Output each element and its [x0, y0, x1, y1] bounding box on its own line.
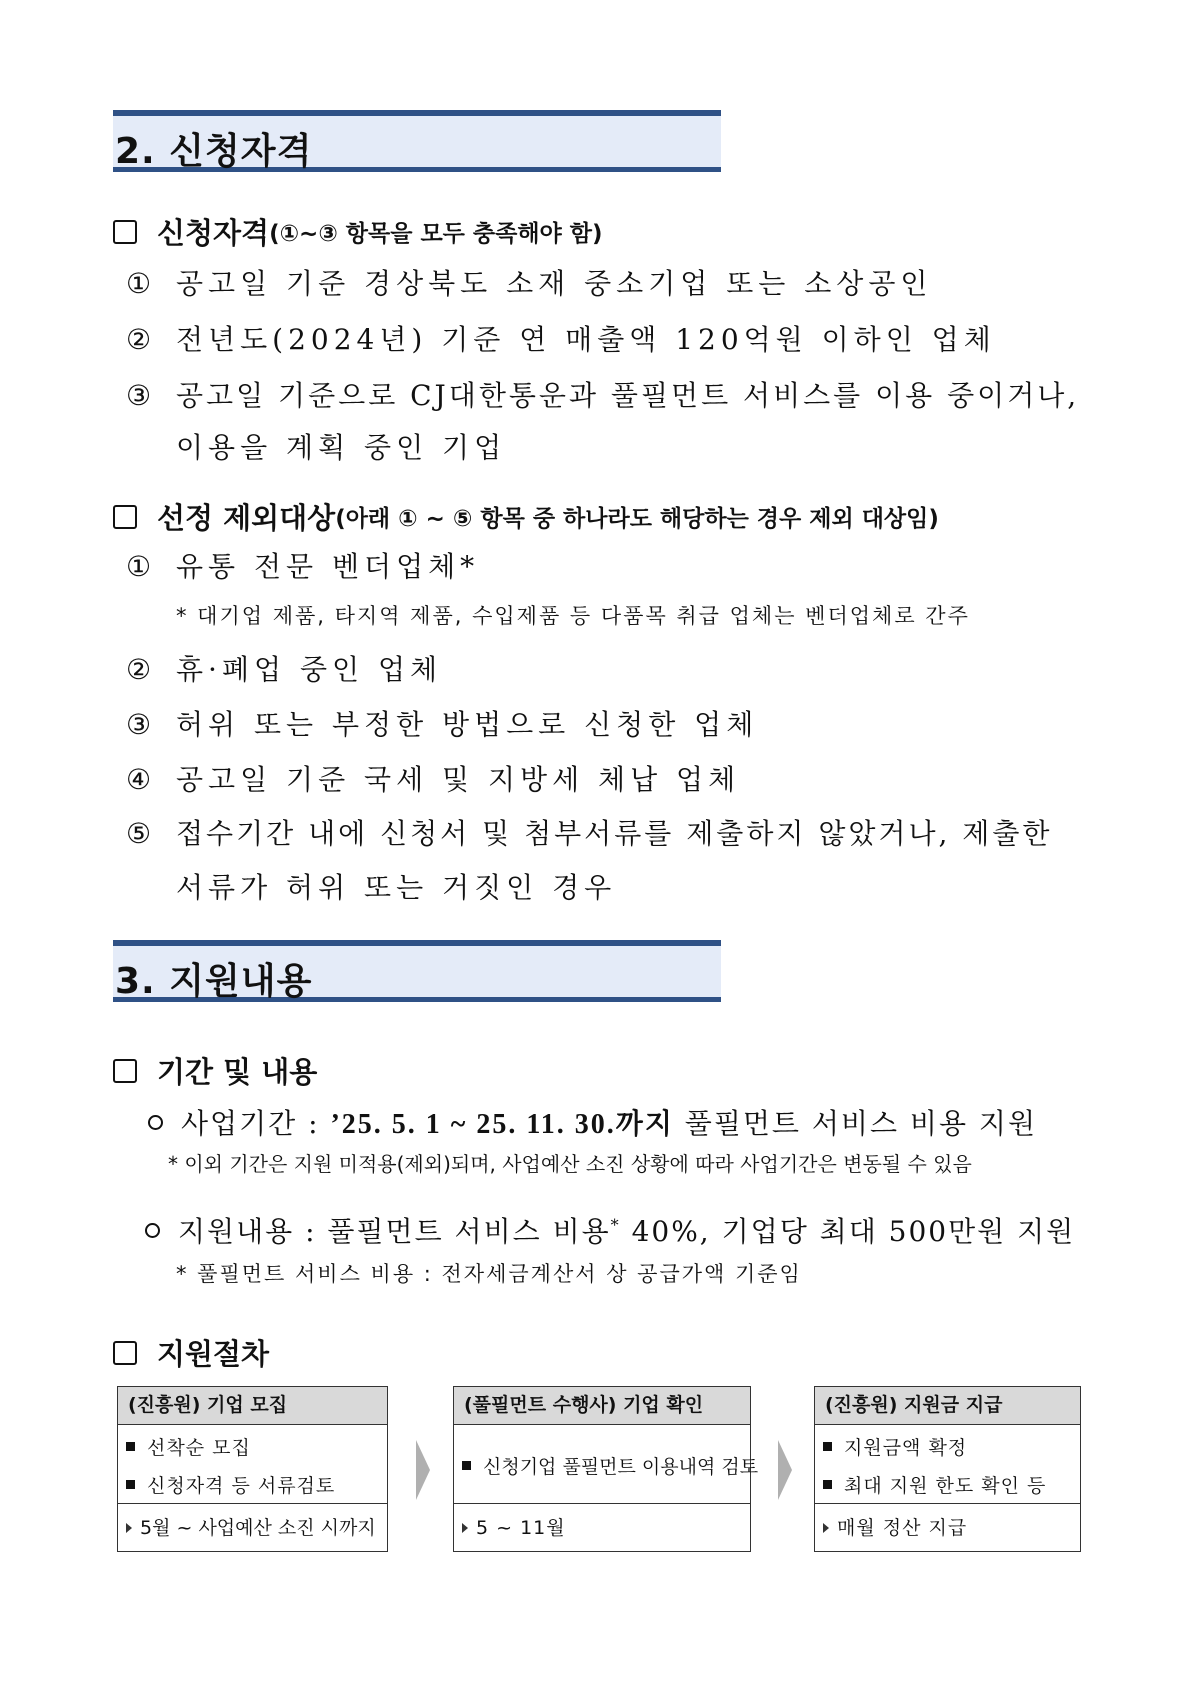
step-body	[815, 1425, 1080, 1504]
exclusion-item	[126, 648, 442, 688]
item-number: ③	[126, 379, 152, 412]
item-text: 40%, 기업당 최대 500만원 지원	[620, 1215, 1076, 1248]
checkbox-icon	[113, 505, 137, 529]
exclusion-item-continuation: 서류가 허위 또는 거짓인 경우	[176, 871, 617, 904]
heading-text: 선정 제외대상	[157, 501, 336, 535]
item-number: ①	[126, 267, 152, 300]
checkbox-icon	[113, 1059, 137, 1083]
heading-subtext: (①~③ 항목을 모두 충족해야 함)	[269, 221, 603, 247]
item-period: ’25. 5. 1 ~ 25. 11. 30.까지	[330, 1109, 674, 1140]
item-number: ②	[126, 653, 152, 686]
step-title: (풀필먼트 수행사) 기업 확인	[454, 1387, 750, 1425]
item-text: 풀필먼트 서비스 비용 지원	[673, 1107, 1038, 1140]
item-number: ①	[126, 550, 152, 583]
step-title: (진흥원) 기업 모집	[118, 1387, 387, 1425]
exclusion-item	[126, 812, 1052, 852]
step-footer-text: 5 ~ 11월	[476, 1517, 566, 1539]
exclusion-heading	[113, 496, 939, 537]
item-footnote-mark: *	[610, 1215, 621, 1235]
item-number: ④	[126, 763, 152, 796]
period-item	[148, 1102, 1037, 1142]
section-title: 3. 지원내용	[115, 961, 313, 1002]
heading-subtext: (아래 ① ~ ⑤ 항목 중 하나라도 해당하는 경우 제외 대상임)	[335, 506, 939, 532]
procedure-step-1	[117, 1386, 388, 1552]
period-heading	[113, 1050, 317, 1091]
eligibility-heading	[113, 211, 603, 252]
item-text: 접수기간 내에 신청서 및 첨부서류를 제출하지 않았거나, 제출한	[176, 817, 1053, 850]
support-item	[145, 1210, 1075, 1250]
step-body	[118, 1425, 387, 1504]
item-text: 유통 전문 벤더업체*	[176, 550, 480, 583]
chevron-right-icon	[416, 1440, 430, 1500]
step-line	[462, 1452, 758, 1479]
section-header-support	[113, 940, 721, 1002]
section-header-eligibility	[113, 110, 721, 172]
square-bullet-icon	[823, 1480, 832, 1489]
step-line-text: 선착순 모집	[147, 1437, 251, 1459]
step-title: (진흥원) 지원금 지급	[815, 1387, 1080, 1425]
circle-bullet-icon	[148, 1115, 163, 1130]
eligibility-item-continuation: 이용을 계획 중인 기업	[176, 431, 507, 464]
period-note: * 이외 기간은 지원 미적용(제외)되며, 사업예산 소진 상황에 따라 사업기간은 변동될 수 있음	[168, 1152, 972, 1176]
triangle-bullet-icon	[823, 1523, 829, 1533]
triangle-bullet-icon	[462, 1523, 468, 1533]
square-bullet-icon	[823, 1442, 832, 1451]
exclusion-item	[126, 545, 479, 585]
step-line-text: 신청자격 등 서류검토	[147, 1475, 336, 1497]
eligibility-item	[126, 318, 996, 358]
item-label: 지원내용 : 풀필먼트 서비스 비용	[178, 1215, 611, 1248]
step-line-text: 신청기업 풀필먼트 이용내역 검토	[483, 1456, 759, 1478]
step-line-text: 최대 지원 한도 확인 등	[844, 1475, 1047, 1497]
triangle-bullet-icon	[126, 1523, 132, 1533]
step-line	[126, 1433, 251, 1460]
heading-text: 기간 및 내용	[157, 1055, 318, 1089]
item-text: 공고일 기준으로 CJ대한통운과 풀필먼트 서비스를 이용 중이거나,	[176, 379, 1080, 412]
support-note: * 풀필먼트 서비스 비용 : 전자세금계산서 상 공급가액 기준임	[176, 1262, 802, 1286]
step-footer	[118, 1504, 387, 1552]
heading-text: 신청자격	[157, 216, 270, 250]
item-text: 공고일 기준 국세 및 지방세 체납 업체	[176, 763, 741, 796]
exclusion-item	[126, 758, 740, 798]
item-text: 공고일 기준 경상북도 소재 중소기업 또는 소상공인	[176, 267, 933, 300]
step-footer-text: 매월 정산 지급	[837, 1517, 968, 1539]
item-text: 허위 또는 부정한 방법으로 신청한 업체	[176, 708, 759, 741]
item-label: 사업기간 :	[181, 1107, 331, 1140]
item-text: 휴·폐업 중인 업체	[176, 653, 443, 686]
checkbox-icon	[113, 220, 137, 244]
step-line-text: 지원금액 확정	[844, 1437, 968, 1459]
procedure-step-2	[453, 1386, 759, 1552]
eligibility-item	[126, 374, 1079, 414]
chevron-right-icon	[778, 1440, 792, 1500]
circle-bullet-icon	[145, 1223, 160, 1238]
item-text: 전년도(2024년) 기준 연 매출액 120억원 이하인 업체	[176, 323, 996, 356]
square-bullet-icon	[126, 1442, 135, 1451]
item-number: ②	[126, 323, 152, 356]
procedure-step-3	[814, 1386, 1081, 1552]
exclusion-note: * 대기업 제품, 타지역 제품, 수입제품 등 다품목 취급 업체는 벤더업체로 간주	[176, 604, 970, 628]
eligibility-item	[126, 262, 932, 302]
checkbox-icon	[113, 1341, 137, 1365]
step-line	[823, 1471, 1046, 1498]
step-line	[823, 1433, 967, 1460]
exclusion-item	[126, 703, 758, 743]
square-bullet-icon	[126, 1480, 135, 1489]
step-footer	[815, 1504, 1080, 1552]
item-number: ③	[126, 708, 152, 741]
step-line	[126, 1471, 335, 1498]
section-title: 2. 신청자격	[115, 131, 313, 172]
heading-text: 지원절차	[157, 1337, 270, 1371]
step-body	[454, 1425, 759, 1504]
item-number: ⑤	[126, 817, 152, 850]
procedure-heading	[113, 1332, 269, 1373]
square-bullet-icon	[462, 1461, 471, 1470]
step-footer-text: 5월 ~ 사업예산 소진 시까지	[140, 1517, 376, 1539]
step-footer	[454, 1504, 750, 1552]
